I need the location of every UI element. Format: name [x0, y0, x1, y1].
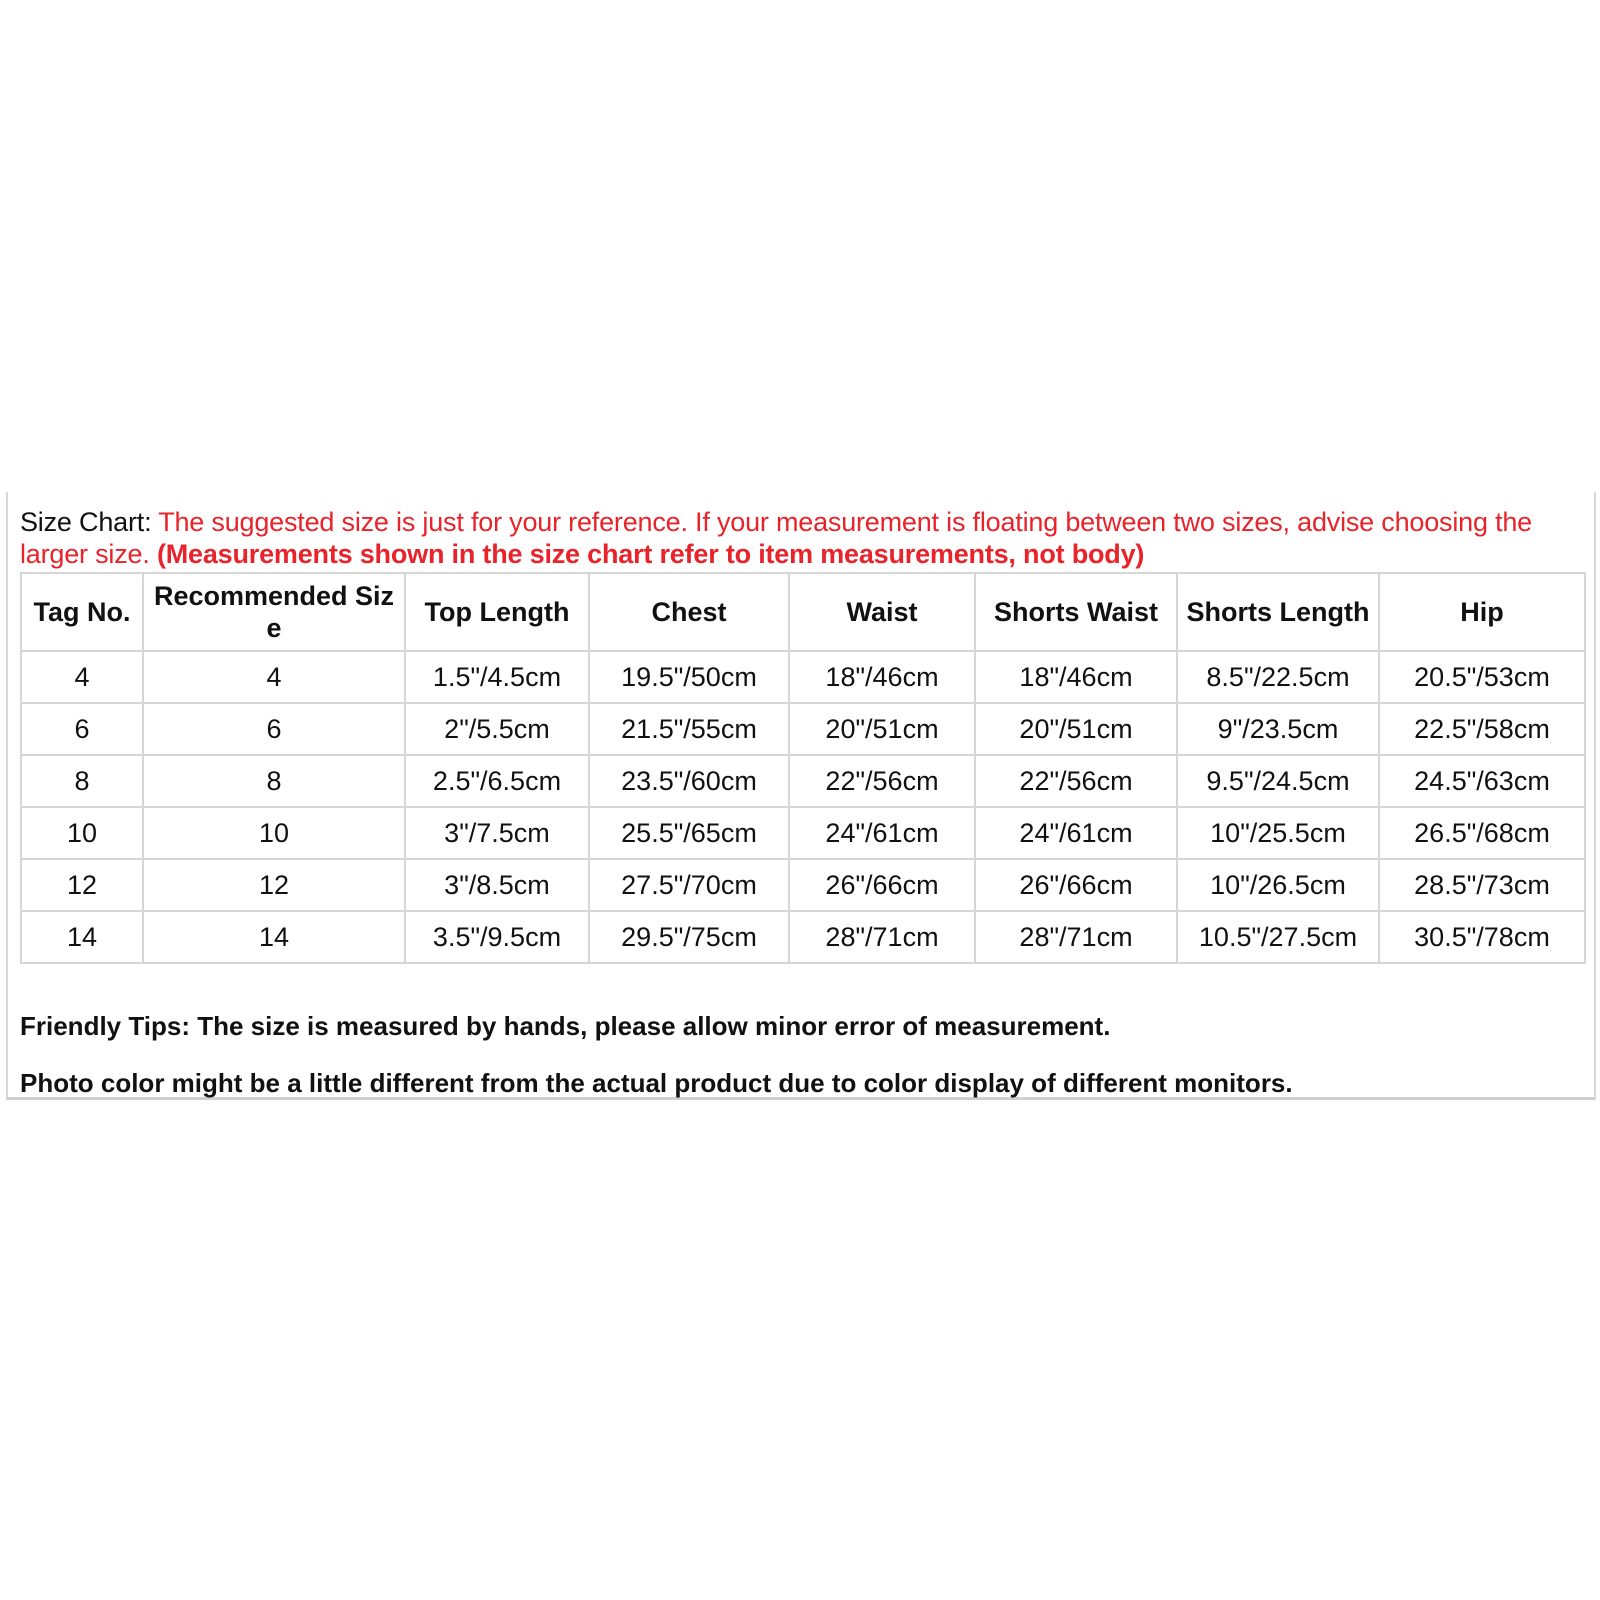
table-cell: 20.5"/53cm [1379, 651, 1585, 703]
table-cell: 26"/66cm [789, 859, 975, 911]
table-cell: 21.5"/55cm [589, 703, 789, 755]
table-cell: 22"/56cm [789, 755, 975, 807]
table-cell: 26"/66cm [975, 859, 1177, 911]
header-shorts-waist: Shorts Waist [975, 573, 1177, 651]
table-cell: 24"/61cm [975, 807, 1177, 859]
table-cell: 3"/8.5cm [405, 859, 589, 911]
size-table [20, 572, 1586, 964]
size-chart-intro [20, 506, 1580, 570]
table-cell: 24"/61cm [789, 807, 975, 859]
table-cell: 3.5"/9.5cm [405, 911, 589, 963]
table-cell: 8 [143, 755, 405, 807]
size-chart-panel [6, 492, 1596, 1100]
table-cell: 28.5"/73cm [1379, 859, 1585, 911]
table-cell: 10 [143, 807, 405, 859]
table-row [21, 807, 1585, 859]
header-recommended-size: Recommended Siz e [143, 573, 405, 651]
table-cell: 2"/5.5cm [405, 703, 589, 755]
friendly-tips: Friendly Tips: The size is measured by hands, please allow minor error of measurement. [20, 1011, 1111, 1041]
table-cell: 9.5"/24.5cm [1177, 755, 1379, 807]
table-cell: 6 [143, 703, 405, 755]
table-cell: 20"/51cm [789, 703, 975, 755]
table-cell: 1.5"/4.5cm [405, 651, 589, 703]
table-cell: 12 [21, 859, 143, 911]
header-top-length: Top Length [405, 573, 589, 651]
size-note-bold: (Measurements shown in the size chart refer to item measurements, not body) [156, 539, 1145, 569]
table-cell: 19.5"/50cm [589, 651, 789, 703]
header-chest: Chest [589, 573, 789, 651]
table-cell: 28"/71cm [975, 911, 1177, 963]
table-cell: 3"/7.5cm [405, 807, 589, 859]
table-cell: 10 [21, 807, 143, 859]
table-header-row [21, 573, 1585, 651]
table-cell: 9"/23.5cm [1177, 703, 1379, 755]
table-cell: 10.5"/27.5cm [1177, 911, 1379, 963]
table-row [21, 859, 1585, 911]
table-row [21, 651, 1585, 703]
table-cell: 10"/25.5cm [1177, 807, 1379, 859]
table-cell: 22.5"/58cm [1379, 703, 1585, 755]
table-cell: 22"/56cm [975, 755, 1177, 807]
header-hip: Hip [1379, 573, 1585, 651]
table-cell: 23.5"/60cm [589, 755, 789, 807]
table-cell: 12 [143, 859, 405, 911]
table-cell: 4 [143, 651, 405, 703]
table-cell: 10"/26.5cm [1177, 859, 1379, 911]
table-cell: 18"/46cm [789, 651, 975, 703]
table-cell: 24.5"/63cm [1379, 755, 1585, 807]
header-shorts-length: Shorts Length [1177, 573, 1379, 651]
intro-colon: : [144, 507, 159, 537]
table-cell: 25.5"/65cm [589, 807, 789, 859]
table-cell: 26.5"/68cm [1379, 807, 1585, 859]
header-waist: Waist [789, 573, 975, 651]
table-cell: 14 [21, 911, 143, 963]
size-note: The suggested size is just for your reference. If your measurement is floating between two sizes, advise choosing the larger size. [20, 507, 1532, 569]
table-cell: 8 [21, 755, 143, 807]
table-row [21, 755, 1585, 807]
table-cell: 4 [21, 651, 143, 703]
table-cell: 18"/46cm [975, 651, 1177, 703]
table-cell: 28"/71cm [789, 911, 975, 963]
size-chart-label: Size Chart [20, 507, 145, 537]
photo-color-note: Photo color might be a little different from the actual product due to color display of different monitors. [20, 1068, 1293, 1098]
table-cell: 27.5"/70cm [589, 859, 789, 911]
header-tag-no: Tag No. [21, 573, 143, 651]
table-cell: 29.5"/75cm [589, 911, 789, 963]
table-cell: 8.5"/22.5cm [1177, 651, 1379, 703]
table-cell: 6 [21, 703, 143, 755]
table-row [21, 703, 1585, 755]
table-cell: 2.5"/6.5cm [405, 755, 589, 807]
table-row [21, 911, 1585, 963]
table-cell: 30.5"/78cm [1379, 911, 1585, 963]
table-cell: 20"/51cm [975, 703, 1177, 755]
table-cell: 14 [143, 911, 405, 963]
